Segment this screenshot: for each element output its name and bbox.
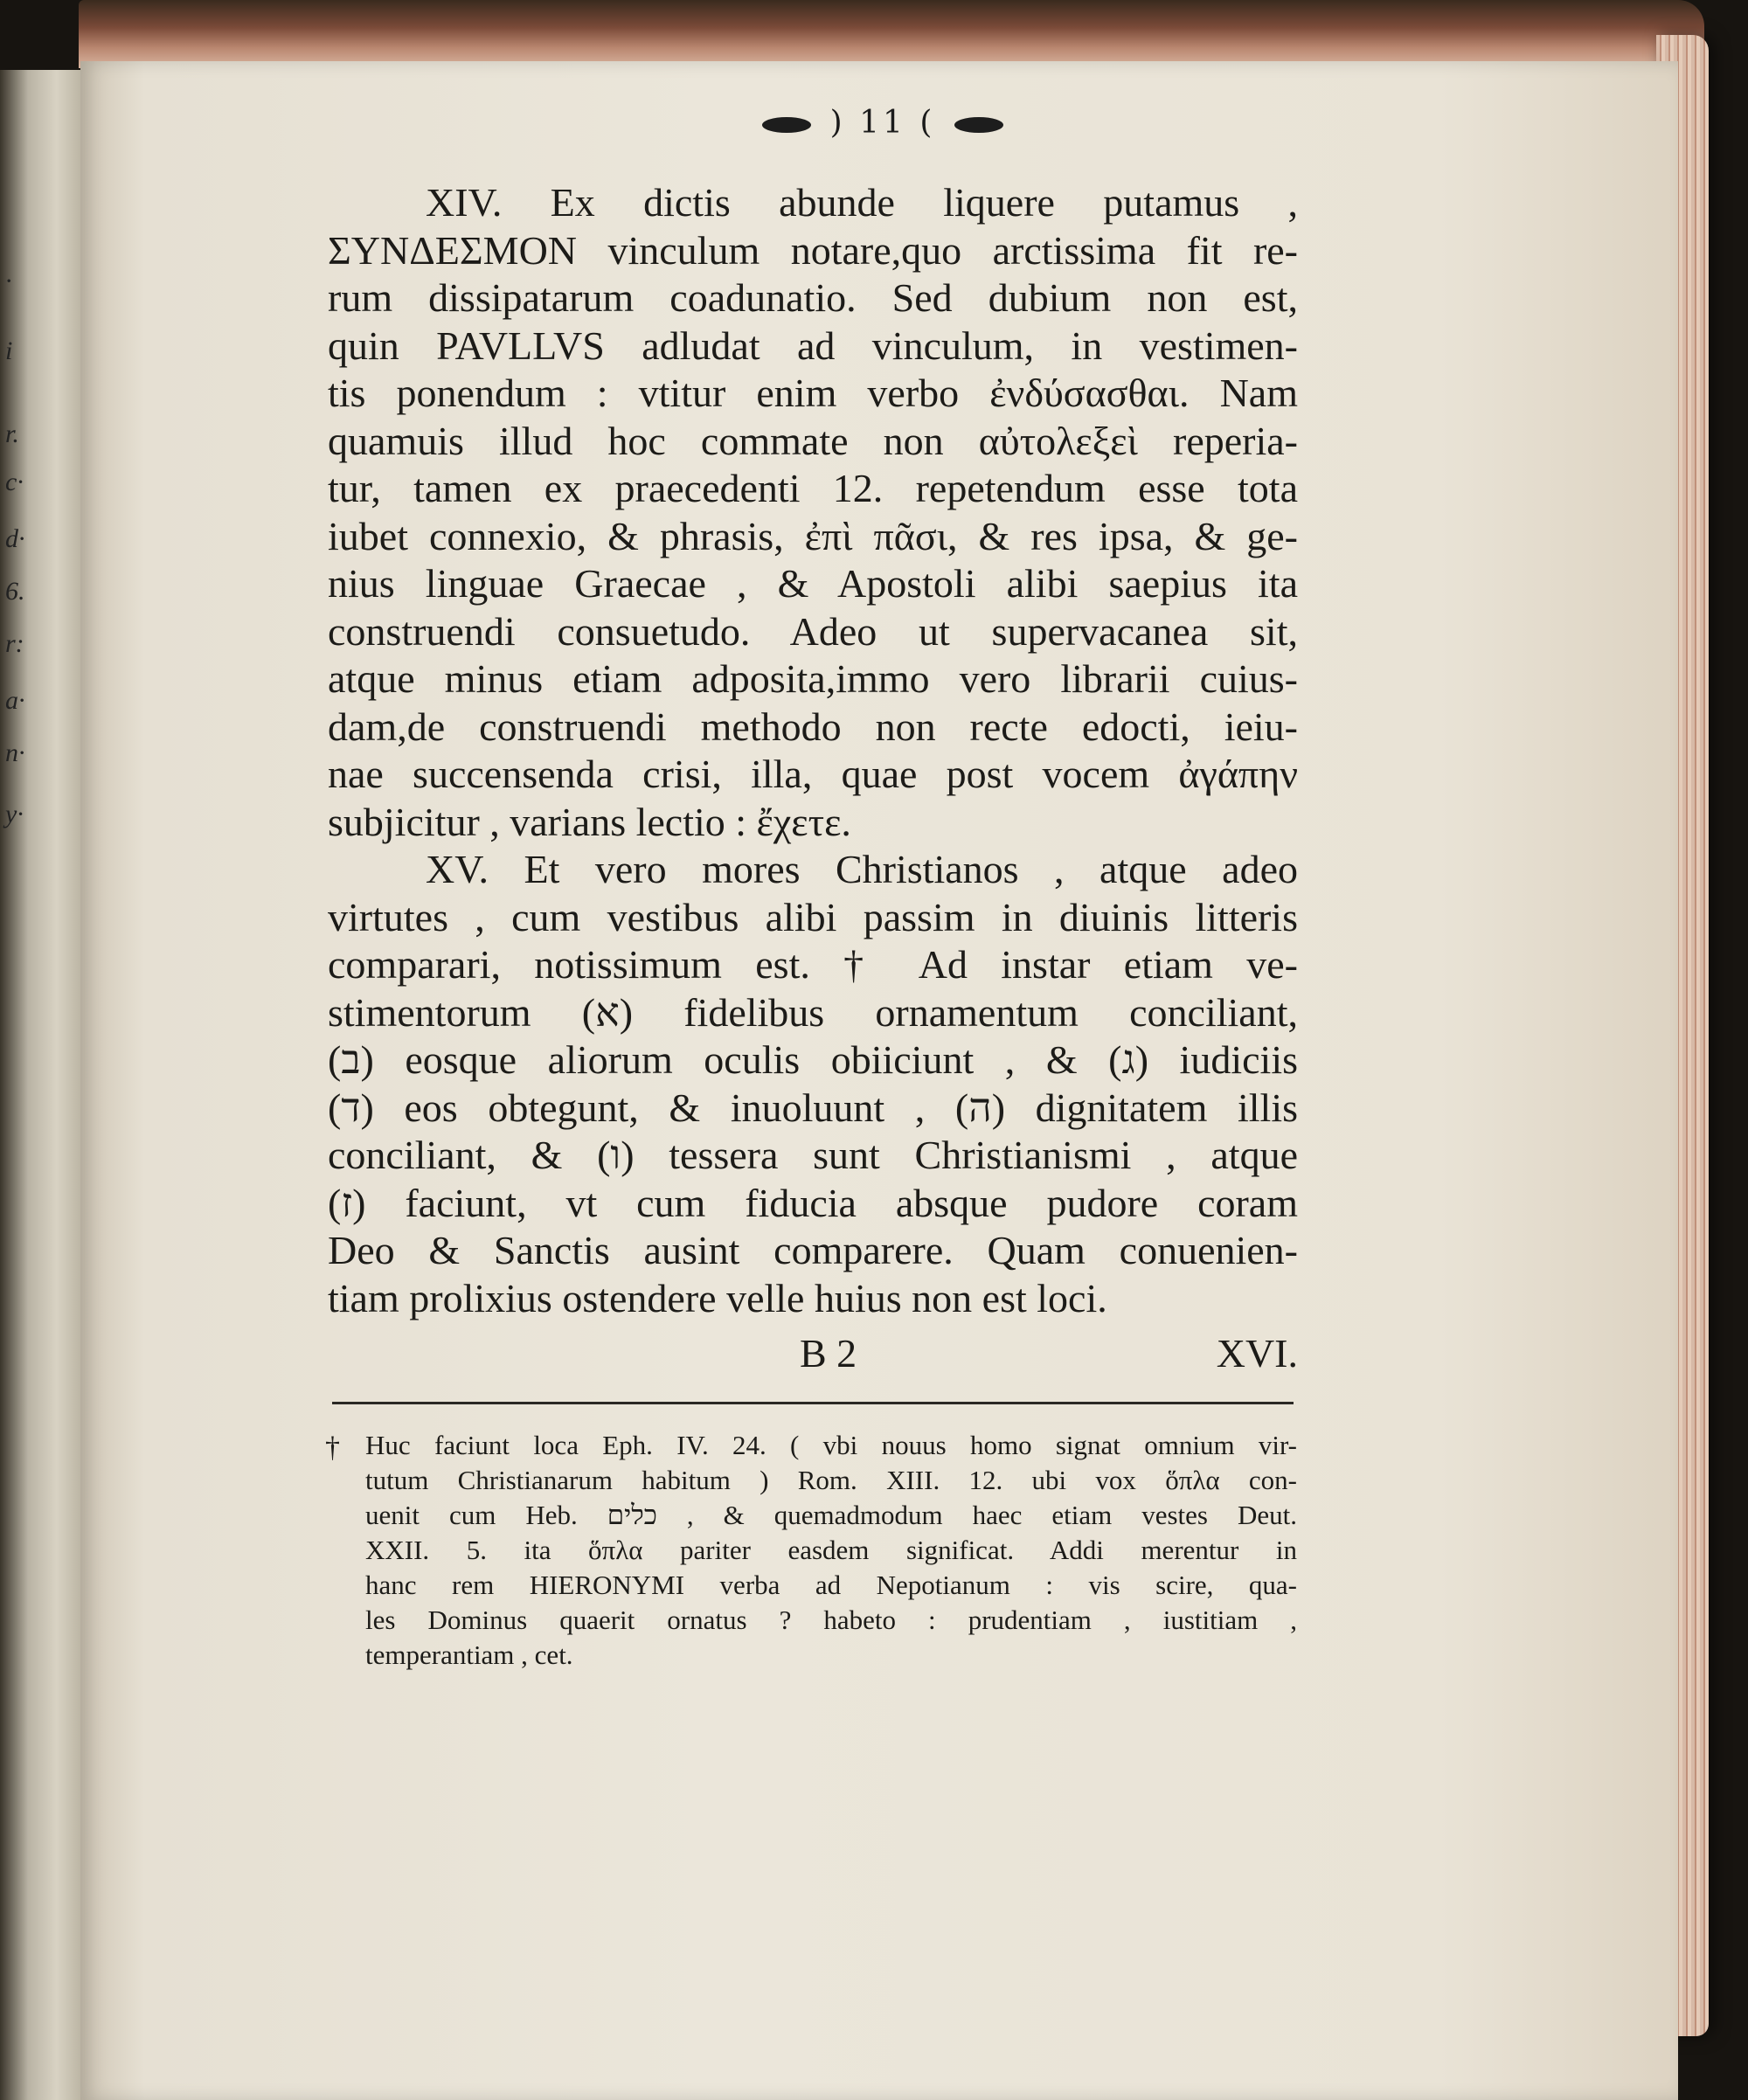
footnote-line: hanc rem HIERONYMI verba ad Nepotianum : vis scire, qua- (365, 1570, 1297, 1600)
text-line: atque minus etiam adposita,immo vero librarii cuius- (328, 656, 1298, 701)
text-line: XV. Et vero mores Christianos , atque adeo (426, 847, 1298, 891)
text-line: tiam prolixius ostendere velle huius non est loci. (328, 1275, 1107, 1320)
left-page-edge (0, 70, 80, 2100)
footnote-line: temperantiam , cet. (365, 1639, 573, 1670)
left-margin-letter: a· (5, 686, 25, 715)
signature-mark: B 2 (800, 1331, 857, 1376)
text-line: comparari, notissimum est. † Ad instar etiam ve- (328, 942, 1298, 987)
text-line: nae succensenda crisi, illa, quae post vocem ἀγάπην (328, 752, 1298, 796)
text-line: ΣΥΝΔΕΣΜΟΝ vinculum notare,quo arctissima fit re- (328, 227, 1298, 273)
page-footer-line (800, 1330, 1298, 1376)
ornament-left (762, 117, 811, 133)
text-line: tur, tamen ex praecedenti 12. repetendum esse tota (328, 466, 1298, 510)
footnote-marker: † (325, 1431, 340, 1464)
text-line: tis ponendum : vtitur enim verbo ἐνδύσασθαι. Nam (328, 371, 1298, 415)
footnote-text (365, 1428, 1297, 1673)
text-line: XIV. Ex dictis abunde liquere putamus , (426, 180, 1298, 225)
footnote-line: uenit cum Heb. כלים , & quemadmodum haec etiam vestes Deut. (365, 1500, 1297, 1530)
text-line: quin PAVLLVS adludat ad vinculum, in vestimen- (328, 322, 1298, 368)
footnote-line: tutum Christianarum habitum ) Rom. XIII. 12. ubi vox ὅπλα con- (365, 1465, 1297, 1495)
catchword: XVI. (1216, 1331, 1298, 1376)
text-line: construendi consuetudo. Adeo ut supervacanea sit, (328, 608, 1298, 654)
left-margin-letter: y· (5, 800, 24, 828)
text-line: (ז) faciunt, vt cum fiducia absque pudore coram (328, 1180, 1298, 1225)
footnote-line: Huc faciunt loca Eph. IV. 24. ( vbi nouus homo signat omnium vir- (365, 1430, 1297, 1460)
text-line: (ב) eosque aliorum oculis obiiciunt , & (ג) iudiciis (328, 1037, 1298, 1082)
text-line: virtutes , cum vestibus alibi passim in diuinis litteris (328, 894, 1298, 939)
text-line: stimentorum (א) fidelibus ornamentum conciliant, (328, 989, 1298, 1035)
body-text (328, 179, 1298, 1322)
text-line: conciliant, & (ו) tessera sunt Christianismi , atque (328, 1133, 1298, 1177)
page-number: ) 11 ( (829, 105, 936, 141)
text-line: dam,de construendi methodo non recte edocti, ieiu- (328, 703, 1298, 749)
text-line: quamuis illud hoc commate non αὐτολεξεὶ reperia- (328, 418, 1298, 463)
left-margin-letter: i (5, 336, 13, 365)
left-margin-letter: 6. (5, 577, 25, 606)
text-line: nius linguae Graecae , & Apostoli alibi saepius ita (328, 561, 1298, 606)
footnote-rule (332, 1402, 1294, 1404)
text-line: subjicitur , varians lectio : ἔχετε. (328, 799, 851, 844)
text-line: iubet connexio, & phrasis, ἐπὶ πᾶσι, & res ipsa, & ge- (328, 513, 1298, 558)
footnote-line: les Dominus quaerit ornatus ? habeto : prudentiam , iustitiam , (365, 1604, 1297, 1635)
ornament-right (954, 117, 1003, 133)
left-margin-letter: d· (5, 524, 25, 553)
left-margin-letter: r. (5, 419, 19, 448)
text-line: rum dissipatarum coadunatio. Sed dubium non est, (328, 275, 1298, 320)
text-line: Deo & Sanctis ausint comparere. Quam conuenien- (328, 1228, 1298, 1272)
book-top-edge (79, 0, 1704, 68)
text-line: (ד) eos obtegunt, & inuoluunt , (ה) dignitatem illis (328, 1085, 1298, 1130)
left-margin-letter: r: (5, 629, 24, 658)
left-margin-letter: n· (5, 738, 25, 767)
footnote-line: XXII. 5. ita ὅπλα pariter easdem significat. Addi merentur in (365, 1535, 1297, 1565)
folio-header (647, 105, 1119, 141)
left-margin-letter: · (5, 267, 12, 295)
left-margin-letter: c· (5, 468, 24, 496)
